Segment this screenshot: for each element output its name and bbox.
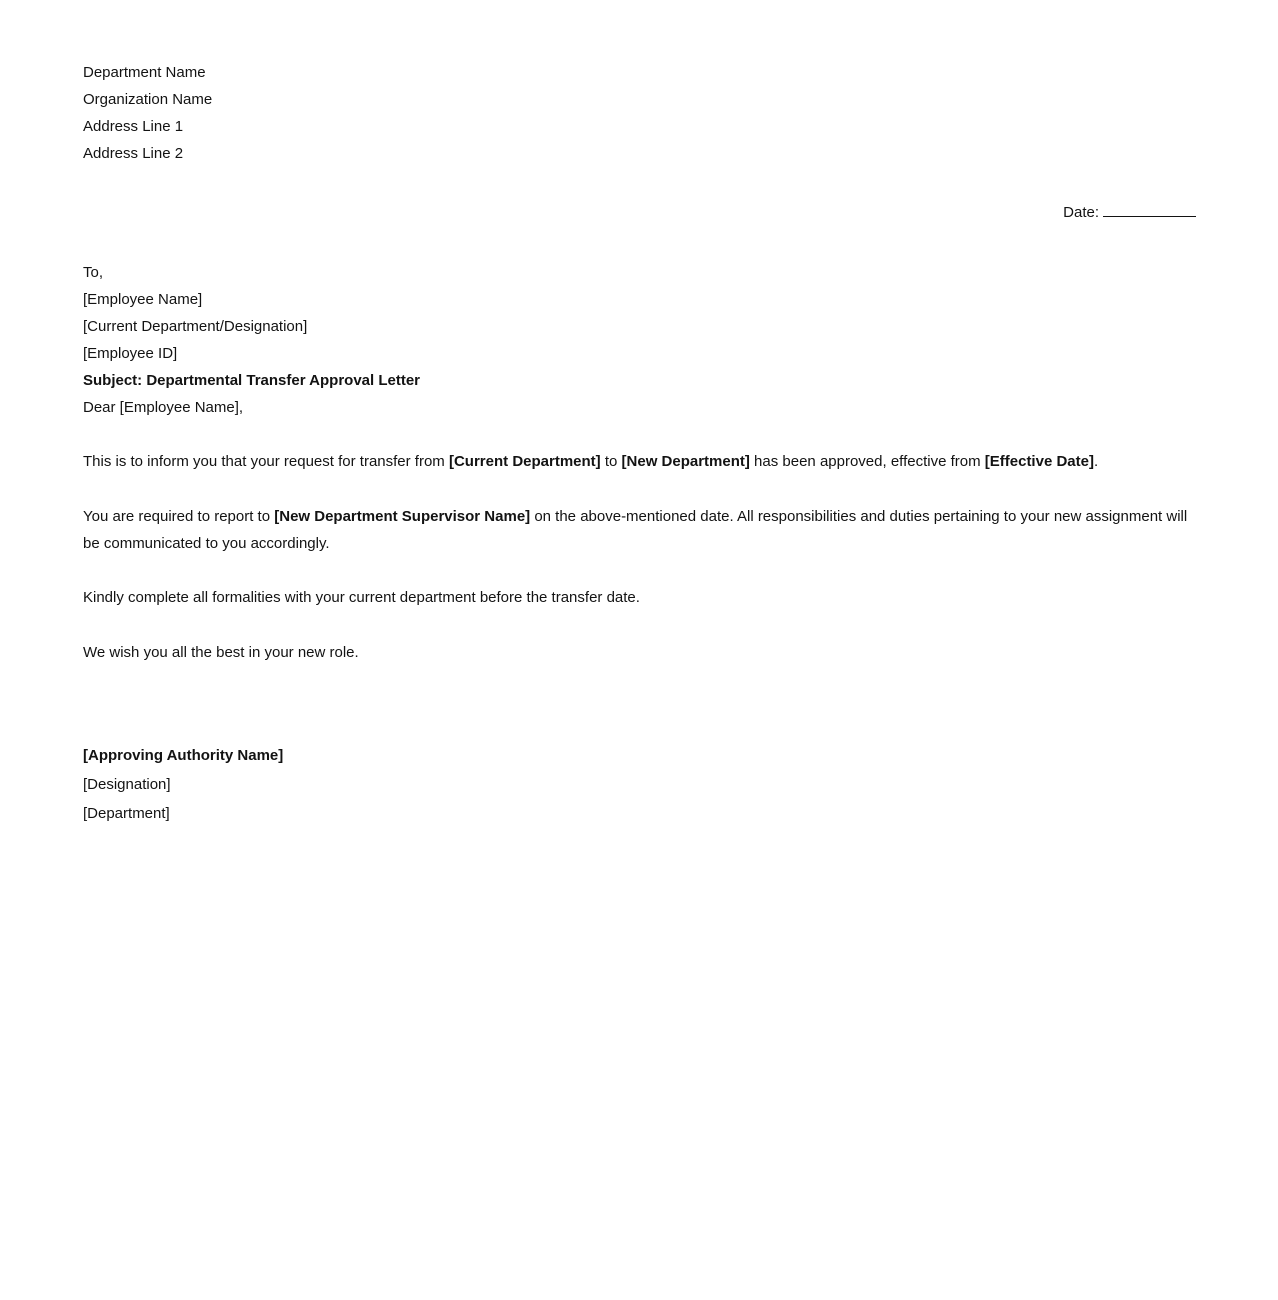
p1-effective-date-placeholder: [Effective Date]	[984, 453, 1094, 470]
subject-line: Subject: Departmental Transfer Approval Letter	[83, 372, 421, 389]
signature-department: [Department]	[83, 805, 170, 822]
sender-department-name: Department Name	[83, 64, 206, 81]
p2-text-2: on the above-mentioned date. All responsibilities and duties pertaining to your new assignment will be communicated to you accordingly.	[83, 508, 1188, 552]
date-label: Date:	[1063, 204, 1099, 221]
p1-text-2: to	[600, 453, 622, 470]
paragraph-transfer-approved	[83, 448, 1196, 475]
recipient-employee-name: [Employee Name]	[83, 291, 203, 308]
signature-block	[83, 741, 1196, 828]
paragraph-best-wishes: We wish you all the best in your new role.	[83, 644, 359, 661]
p1-text-3: has been approved, effective from	[749, 453, 985, 470]
p2-supervisor-name-placeholder: [New Department Supervisor Name]	[274, 508, 531, 525]
p1-new-department-placeholder: [New Department]	[621, 453, 750, 470]
recipient-block	[83, 259, 1196, 367]
sender-address-line-1: Address Line 1	[83, 118, 184, 135]
recipient-to: To,	[83, 264, 104, 281]
p2-text-1: You are required to report to	[83, 508, 275, 525]
sender-organization-name: Organization Name	[83, 91, 213, 108]
p1-text-4: .	[1093, 453, 1099, 470]
paragraph-formalities: Kindly complete all formalities with your current department before the transfer date.	[83, 589, 640, 606]
p1-current-department-placeholder: [Current Department]	[448, 453, 601, 470]
approving-authority-name: [Approving Authority Name]	[83, 747, 284, 764]
date-row	[83, 199, 1196, 226]
paragraph-report-instructions	[83, 503, 1196, 557]
sender-header-block	[83, 59, 1196, 167]
salutation: Dear [Employee Name],	[83, 399, 244, 416]
sender-address-line-2: Address Line 2	[83, 145, 184, 162]
signature-designation: [Designation]	[83, 776, 171, 793]
recipient-employee-id: [Employee ID]	[83, 345, 178, 362]
date-blank-line	[1103, 200, 1196, 217]
recipient-department-designation: [Current Department/Designation]	[83, 318, 308, 335]
p1-text-1: This is to inform you that your request for transfer from	[83, 453, 449, 470]
